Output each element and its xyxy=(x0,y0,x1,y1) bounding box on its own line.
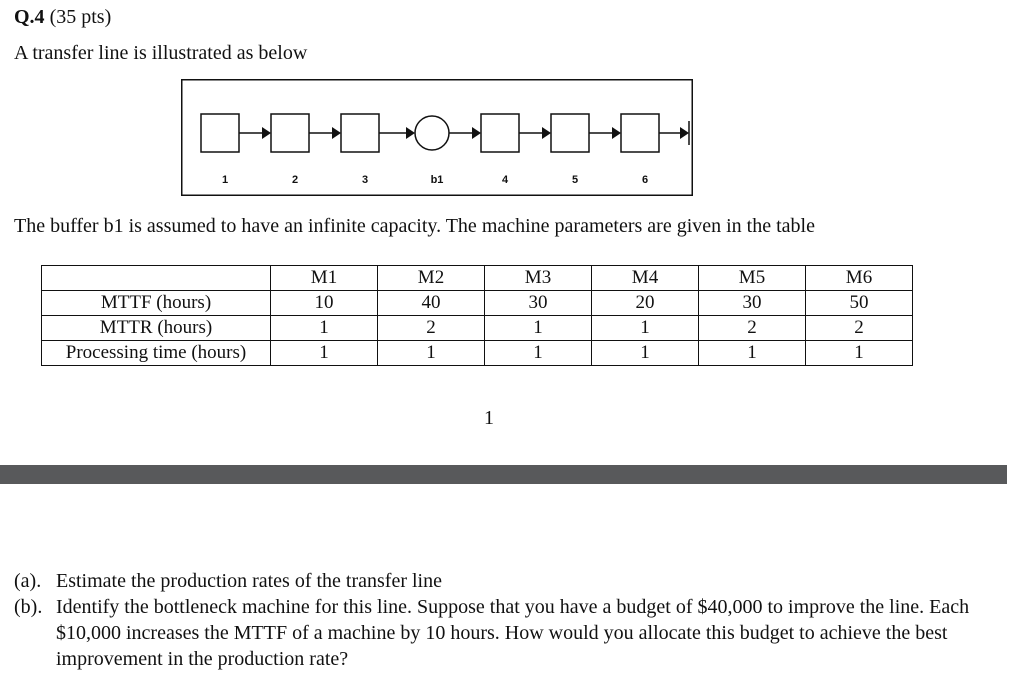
table-cell: 1 xyxy=(271,341,378,366)
question-b-label: (b). xyxy=(14,596,43,618)
table-cell: 50 xyxy=(806,291,913,316)
table-cell: 2 xyxy=(378,316,485,341)
question-b xyxy=(14,594,974,672)
table-cell: 40 xyxy=(378,291,485,316)
table-cell: 30 xyxy=(699,291,806,316)
intro-text: A transfer line is illustrated as below xyxy=(14,42,308,64)
machine-parameters-table xyxy=(41,265,913,366)
station-label-4: 4 xyxy=(501,174,509,186)
station-label-2: 2 xyxy=(291,174,299,186)
station-label-3: 3 xyxy=(361,174,369,186)
column-header-m6: M6 xyxy=(806,266,913,291)
table-cell: 1 xyxy=(592,316,699,341)
machine-box-4 xyxy=(481,114,519,152)
row-label: Processing time (hours) xyxy=(42,341,271,366)
question-b-text: Identify the bottleneck machine for this line. Suppose that you have a budget of $40,000 to improve the line. Each $10,000 increases the MTTF of a machine by 10 hours. How would you allocate this budget to achieve the best improvement in the production rate? xyxy=(56,596,970,670)
table-cell: 10 xyxy=(271,291,378,316)
station-label-5: 5 xyxy=(571,174,579,186)
table-cell: 1 xyxy=(592,341,699,366)
row-label: MTTF (hours) xyxy=(42,291,271,316)
station-label-6: 6 xyxy=(641,174,649,186)
table-cell: 30 xyxy=(485,291,592,316)
question-a-text: Estimate the production rates of the transfer line xyxy=(56,570,442,592)
column-header-m5: M5 xyxy=(699,266,806,291)
buffer-circle-b1 xyxy=(415,116,449,150)
question-number: Q.4 xyxy=(14,6,45,28)
column-header-m3: M3 xyxy=(485,266,592,291)
station-label-1: 1 xyxy=(221,174,229,186)
table-cell: 2 xyxy=(699,316,806,341)
transfer-line-diagram xyxy=(181,79,693,196)
row-label: MTTR (hours) xyxy=(42,316,271,341)
machine-box-5 xyxy=(551,114,589,152)
table-cell: 1 xyxy=(485,316,592,341)
table-cell: 1 xyxy=(485,341,592,366)
table-cell: 1 xyxy=(378,341,485,366)
table-cell: 1 xyxy=(806,341,913,366)
table-header-row xyxy=(42,266,913,291)
machine-box-3 xyxy=(341,114,379,152)
page-divider xyxy=(0,465,1007,484)
table-cell: 1 xyxy=(699,341,806,366)
column-header-m1: M1 xyxy=(271,266,378,291)
buffer-sentence: The buffer b1 is assumed to have an infinite capacity. The machine parameters are given in the table xyxy=(14,215,815,237)
table-corner-cell xyxy=(42,266,271,291)
machine-box-6 xyxy=(621,114,659,152)
table-cell: 1 xyxy=(271,316,378,341)
column-header-m4: M4 xyxy=(592,266,699,291)
table-cell: 20 xyxy=(592,291,699,316)
column-header-m2: M2 xyxy=(378,266,485,291)
machine-box-1 xyxy=(201,114,239,152)
table-row-mttr xyxy=(42,316,913,341)
table-row-processing-time xyxy=(42,341,913,366)
table-row-mttf xyxy=(42,291,913,316)
station-label-b1: b1 xyxy=(430,174,444,186)
page-number: 1 xyxy=(484,407,494,429)
table-cell: 2 xyxy=(806,316,913,341)
question-heading xyxy=(14,6,111,29)
question-a xyxy=(14,568,442,594)
question-points: (35 pts) xyxy=(49,6,112,28)
question-a-label: (a). xyxy=(14,570,42,592)
machine-box-2 xyxy=(271,114,309,152)
